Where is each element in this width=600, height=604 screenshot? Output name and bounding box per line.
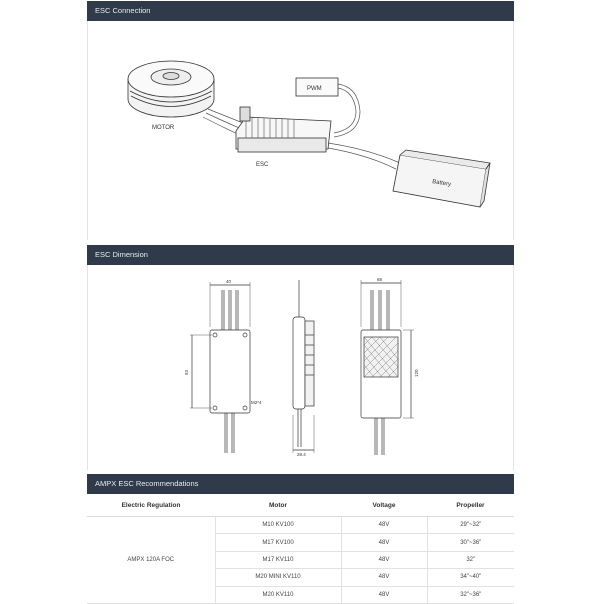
motor-cell: M17 KV100 [215,534,341,551]
section-header-connection [87,1,514,21]
column-header: Propeller [427,494,514,517]
voltage-cell: 48V [341,517,427,534]
battery-illustration [393,150,490,207]
voltage-cell: 48V [341,534,427,551]
esc-connection-diagram [88,21,515,240]
voltage-cell: 48V [341,586,427,603]
motor-cell: M20 MINI KV110 [215,569,341,586]
propeller-cell: 30"~36" [427,534,514,551]
esc-dimension-drawing [88,265,515,470]
propeller-cell: 32" [427,551,514,568]
motor-cell: M20 KV110 [215,586,341,603]
side-width-dimension-label: 68 [377,277,383,282]
section-title: ESC Connection [95,6,151,15]
thickness-dimension-label: 28.4 [297,452,306,457]
regulation-cell: AMPX 120A FOC [87,517,215,604]
section-title: AMPX ESC Recommendations [95,479,199,488]
table-header-row [87,494,514,517]
connection-panel [87,21,514,240]
front-view [190,282,250,453]
height-dimension-label: 93 [184,369,189,375]
propeller-cell: 32"~36" [427,586,514,603]
propeller-cell: 29"~32" [427,517,514,534]
voltage-cell: 48V [341,551,427,568]
column-header: Motor [215,494,341,517]
esc-label: ESC [256,162,269,168]
side-view [293,280,314,453]
propeller-cell: 34"~40" [427,569,514,586]
motor-cell: M10 KV100 [215,517,341,534]
top-view [361,280,414,455]
dimension-panel [87,265,514,470]
motor-illustration [128,61,214,117]
table-row [87,517,514,534]
pwm-label: PWM [307,86,322,92]
section-header-recommendations [87,474,514,494]
recommendations-table [87,494,514,604]
column-header: Electric Regulation [87,494,215,517]
screw-label: M2*4 [251,400,262,405]
esc-illustration [236,107,331,152]
section-title: ESC Dimension [95,250,148,259]
voltage-cell: 48V [341,569,427,586]
width-dimension-label: 40 [226,279,232,284]
section-header-dimension [87,245,514,265]
battery-label: Battery [431,179,452,188]
motor-label: MOTOR [152,125,175,131]
column-header: Voltage [341,494,427,517]
length-dimension-label: 120 [414,369,419,377]
motor-cell: M17 KV110 [215,551,341,568]
